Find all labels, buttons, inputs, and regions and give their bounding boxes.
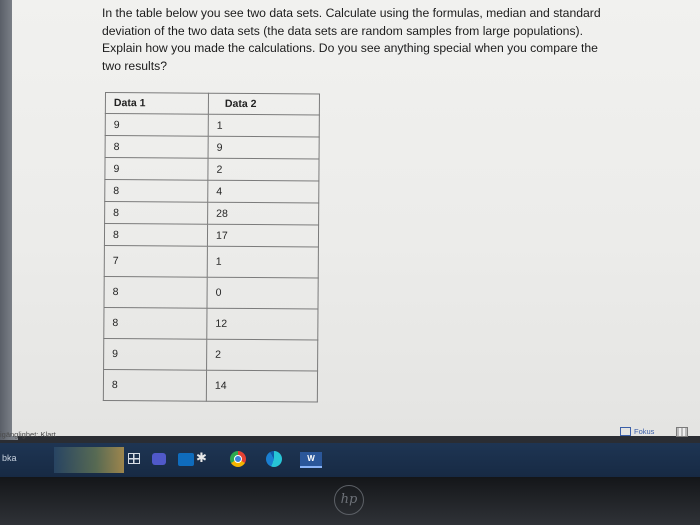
question-text: In the table below you see two data sets. Calculate using the formulas, median and standard deviation of the two data sets (the data sets are random samples from large populations). Explain how you made the calculations. Do you see anything special when you compare the two results?	[102, 6, 601, 73]
table-row	[104, 338, 318, 370]
table-row	[105, 136, 319, 159]
word-icon[interactable]: W	[300, 452, 322, 468]
table-row	[105, 114, 319, 137]
data2-cell: 1	[208, 114, 319, 137]
chrome-icon[interactable]	[230, 451, 246, 467]
data1-cell: 8	[105, 202, 208, 225]
data2-cell: 14	[206, 370, 317, 402]
column-header-data2: Data 2	[208, 93, 319, 115]
data1-cell: 8	[105, 180, 208, 203]
table-row	[105, 202, 319, 225]
teams-icon[interactable]	[152, 453, 166, 465]
column-header-data1: Data 1	[105, 93, 208, 115]
data1-cell: 8	[104, 307, 207, 339]
data2-cell: 1	[207, 246, 318, 278]
print-layout-icon[interactable]	[676, 427, 688, 437]
data2-cell: 17	[207, 224, 318, 247]
data1-cell: 8	[104, 276, 207, 308]
table-row	[104, 224, 318, 247]
weather-widget[interactable]	[54, 447, 124, 473]
edge-icon[interactable]	[266, 451, 282, 467]
data1-cell: 7	[104, 245, 207, 277]
table-row	[105, 158, 319, 181]
data1-cell: 8	[103, 369, 206, 401]
data1-cell: 9	[104, 338, 207, 370]
table-row	[103, 369, 317, 401]
taskbar	[0, 443, 700, 477]
table-row	[104, 307, 318, 339]
data1-cell: 9	[105, 114, 208, 137]
data1-cell: 8	[104, 224, 207, 247]
data2-cell: 4	[208, 180, 319, 203]
data2-cell: 12	[207, 308, 318, 340]
table-row	[104, 276, 318, 308]
data2-cell: 9	[208, 136, 319, 159]
focus-label: Fokus	[634, 427, 655, 436]
data2-cell: 0	[207, 277, 318, 309]
data-table	[103, 92, 320, 402]
outlook-icon[interactable]	[178, 453, 194, 466]
data2-cell: 2	[208, 158, 319, 181]
table-row	[104, 245, 318, 277]
data2-cell: 28	[208, 202, 319, 225]
hp-logo: hp	[334, 485, 364, 515]
slack-icon[interactable]: ✱	[196, 450, 207, 465]
table-row	[105, 180, 319, 203]
focus-icon	[620, 427, 631, 436]
focus-mode-button[interactable]	[620, 427, 654, 436]
data1-cell: 8	[105, 136, 208, 159]
taskbar-search-text[interactable]: bka	[2, 453, 17, 463]
accessibility-status[interactable]: igänglighet: Klart	[0, 430, 56, 439]
table-header-row	[105, 93, 319, 115]
data2-cell: 2	[207, 339, 318, 371]
task-view-icon[interactable]	[128, 453, 140, 464]
data1-cell: 9	[105, 158, 208, 181]
